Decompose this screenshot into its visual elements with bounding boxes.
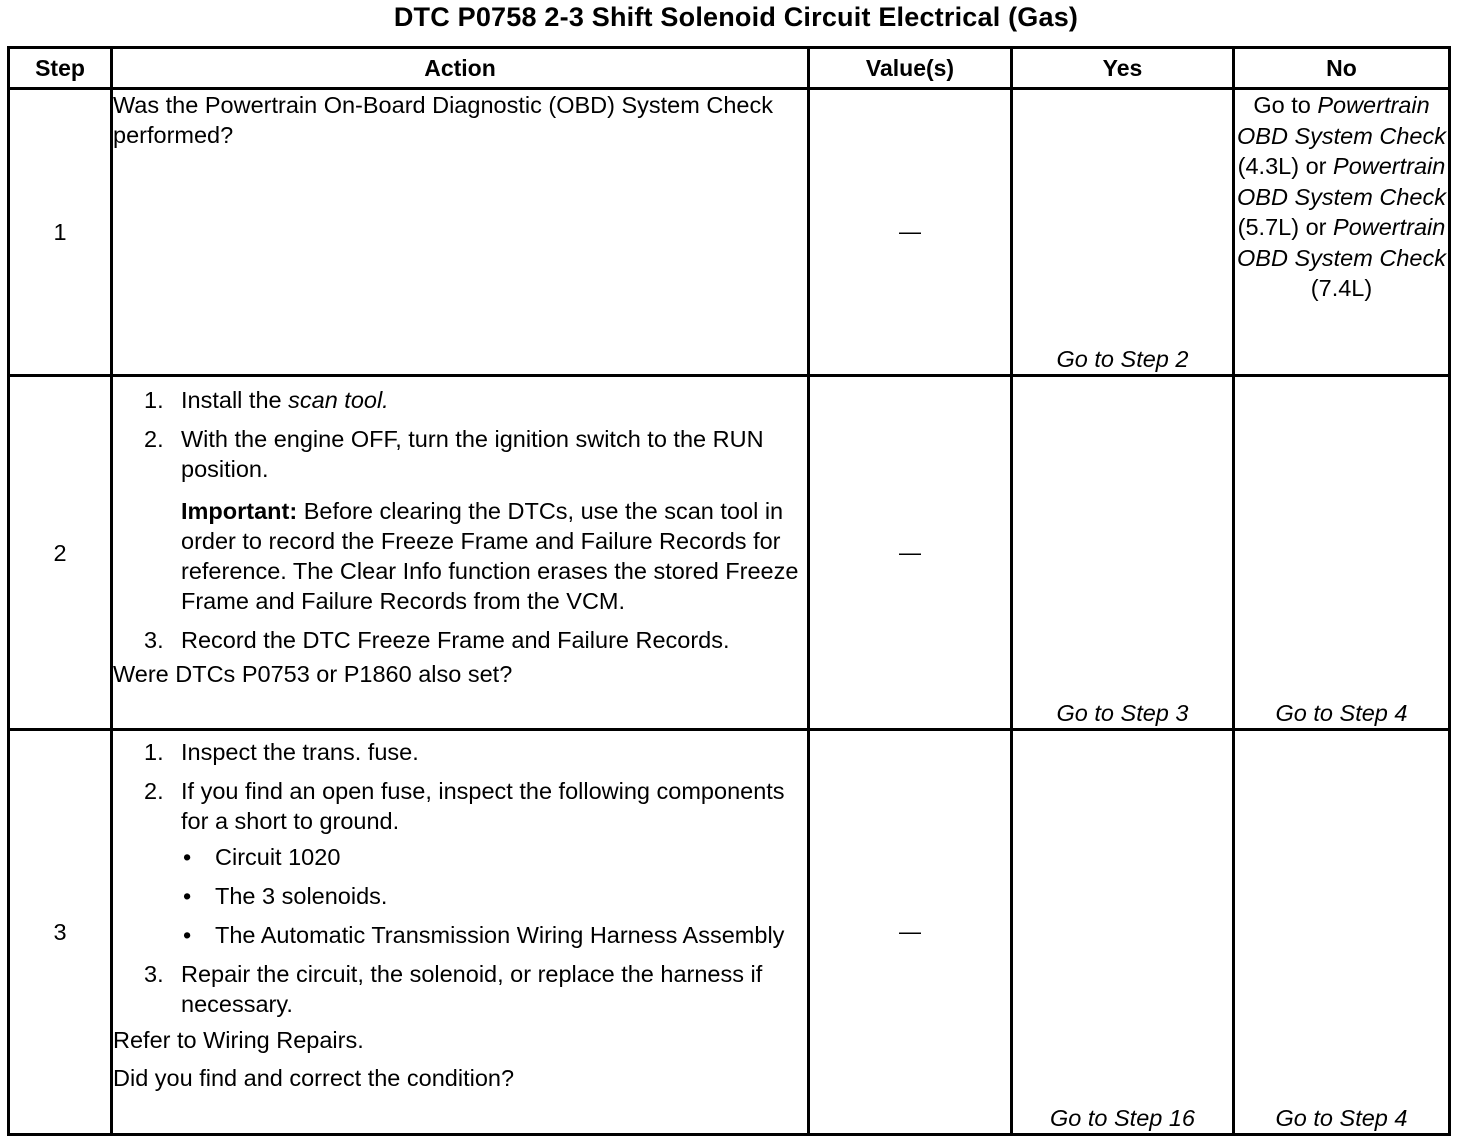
item-number: 3. bbox=[144, 627, 164, 653]
list-item: 1. Inspect the trans. fuse. bbox=[144, 739, 419, 765]
no-lead: Go to bbox=[1253, 92, 1311, 118]
important-label: Important: bbox=[181, 498, 298, 524]
action-steps bbox=[113, 737, 807, 1019]
table-row bbox=[9, 376, 1450, 730]
header-step: Step bbox=[9, 48, 112, 89]
item-number: 1. bbox=[144, 387, 164, 413]
important-note bbox=[181, 496, 807, 616]
header-no: No bbox=[1234, 48, 1450, 89]
item-number: 3. bbox=[144, 961, 164, 987]
action-text: Was the Powertrain On-Board Diagnostic (OBD) System Check performed? bbox=[113, 92, 773, 148]
value-cell: — bbox=[809, 376, 1012, 730]
list-item: 3. Record the DTC Freeze Frame and Failure Records. bbox=[144, 627, 730, 653]
item-number: 1. bbox=[144, 739, 164, 765]
component-list bbox=[181, 842, 807, 950]
obd-check-link: Powertrain OBD System Check bbox=[1237, 92, 1446, 149]
question-text: Were DTCs P0753 or P1860 also set? bbox=[113, 661, 513, 687]
page-title: DTC P0758 2-3 Shift Solenoid Circuit Electrical (Gas) bbox=[393, 2, 1079, 32]
yes-cell: Go to Step 2 bbox=[1012, 89, 1234, 376]
diagnostic-table bbox=[7, 46, 1451, 1136]
yes-cell: Go to Step 16 bbox=[1012, 730, 1234, 1135]
important-text: Before clearing the DTCs, use the scan tool in order to record the Freeze Frame and Failure Records for reference. The Clear Info function erases the stored Freeze Frame and Failure Records from the VCM. bbox=[181, 498, 799, 614]
item-number: 2. bbox=[144, 778, 164, 804]
step-number: 2 bbox=[9, 376, 112, 730]
list-item: • Circuit 1020 bbox=[183, 844, 341, 870]
action-steps bbox=[113, 385, 807, 655]
obd-check-link: Powertrain OBD System Check bbox=[1237, 214, 1446, 271]
bullet-icon: • bbox=[183, 844, 192, 870]
bullet-icon: • bbox=[183, 883, 192, 909]
header-action: Action bbox=[112, 48, 809, 89]
action-cell bbox=[112, 730, 809, 1135]
action-cell bbox=[112, 376, 809, 730]
step-number: 3 bbox=[9, 730, 112, 1135]
value-cell: — bbox=[809, 730, 1012, 1135]
list-item: 2. With the engine OFF, turn the ignition switch to the RUN position. Important: Before clearing the DTCs, use the scan tool in order to record the Freeze Frame and Failure Records for reference. The Clear Info function erases the stored Freeze Frame and Failure Records from the VCM. bbox=[113, 424, 807, 616]
no-cell bbox=[1234, 89, 1450, 376]
list-item: • The Automatic Transmission Wiring Harness Assembly bbox=[183, 922, 785, 948]
refer-text: Refer to Wiring Repairs. bbox=[113, 1027, 364, 1053]
list-item: • The 3 solenoids. bbox=[183, 883, 388, 909]
yes-cell: Go to Step 3 bbox=[1012, 376, 1234, 730]
action-cell bbox=[112, 89, 809, 376]
engine-size: (5.7L) or bbox=[1237, 214, 1327, 240]
header-row bbox=[9, 48, 1450, 89]
list-item: 1. Install the scan tool. bbox=[144, 387, 389, 413]
header-yes: Yes bbox=[1012, 48, 1234, 89]
list-item: 3. Repair the circuit, the solenoid, or replace the harness if necessary. bbox=[144, 961, 763, 1017]
engine-size: (7.4L) bbox=[1310, 275, 1373, 301]
engine-size: (4.3L) or bbox=[1237, 153, 1327, 179]
bullet-icon: • bbox=[183, 922, 192, 948]
question-text: Did you find and correct the condition? bbox=[113, 1065, 515, 1091]
value-cell: — bbox=[809, 89, 1012, 376]
obd-check-link: Powertrain OBD System Check bbox=[1237, 153, 1446, 210]
no-cell: Go to Step 4 bbox=[1234, 376, 1450, 730]
scan-tool-term: scan tool. bbox=[288, 387, 389, 413]
table-row bbox=[9, 730, 1450, 1135]
table-row bbox=[9, 89, 1450, 376]
item-number: 2. bbox=[144, 426, 164, 452]
header-values: Value(s) bbox=[809, 48, 1012, 89]
step-number: 1 bbox=[9, 89, 112, 376]
no-cell: Go to Step 4 bbox=[1234, 730, 1450, 1135]
list-item: 2. If you find an open fuse, inspect the following components for a short to ground. • Circuit 1020 • The 3 solenoids. • The Automatic Transmission Wiring Harness Assembly bbox=[113, 776, 807, 950]
